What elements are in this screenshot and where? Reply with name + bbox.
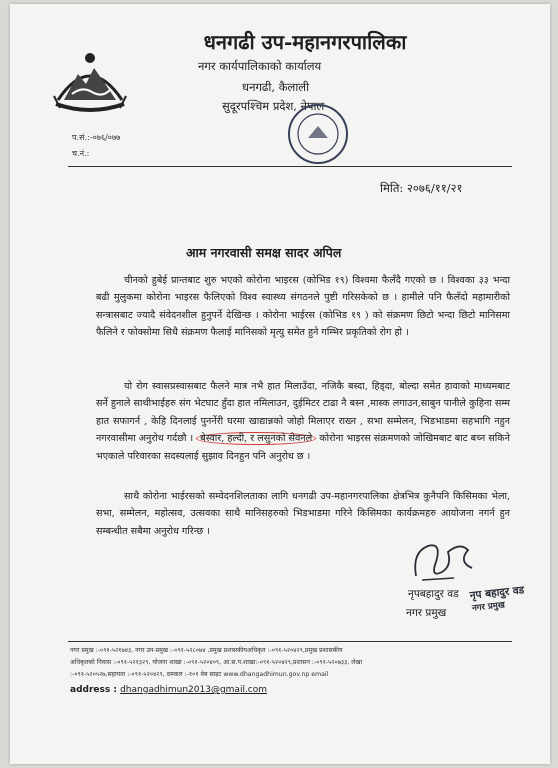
- office-province: सुदूरपश्चिम प्रदेश, नेपाल: [222, 99, 325, 113]
- highlighted-phrase: बेस्वार, हल्दी, र लसुनको सेवनले: [196, 432, 316, 445]
- footer-address: [70, 685, 267, 695]
- paragraph-3-text: साथै कोरोना भाईरसको सम्वेदनशिलताका लागि धनगढी उप-महानगरपालिका क्षेत्रभित्र कुनैपनि किसिमका भेला, सभा, सम्मेलन, महोत्सव, उत्सवका साथै मानिसहरुको भिडभाडमा गरिने किसिमका कार्यक्रमहरु आयोजना नगर्न हुन सम्बन्धीत सबैमा अनुरोध गरिन्छ ।: [96, 491, 510, 537]
- letter-date: मिति: २०७६/११/२१: [380, 181, 463, 195]
- footer-contact-line-1: नगर प्रमुख :-०९१-५२१७४३, नगर उप-प्रमुख :-०९१-५२८०७४ ,प्रमुख प्रशासकीयअधिकृत :-०९१-५२०४२९,प्रमुख प्रशासकीय: [70, 647, 343, 654]
- signatory-title: नगर प्रमुख: [406, 607, 447, 619]
- office-subtitle: नगर कार्यपालिकाको कार्यालय: [198, 59, 322, 73]
- paragraph-1: [96, 272, 510, 342]
- signatory-stamp-name: नृप बहादुर वड: [469, 584, 525, 602]
- paragraph-2-part-a: यो रोग स्वासप्रस्वासबाट फैलने मात्र नभै हात मिलाउँदा, नजिकै बस्दा, हिड्दा, बोल्दा समेत हावाको माध्यमबाट सर्ने हुनाले साथीभाईहरु संग भेटघाट हुँदा हात नमिलाउन, दुईमिटर टाढा नै बस्न ,मास्क लगाउन,साबुन पानीले कुहिना सम्म हात सफागर्न , केहि दिनलाई पुनर्नेरी घरमा खाद्यान्नको जोहो मिलाएर राख्न , सभा सम्मेलन, भिडभाडमा सहभागि नहुन नगरवासीमा अनुरोध गर्दछौ ।: [96, 381, 510, 445]
- signatory-name: नृपबहादुर वड: [408, 588, 459, 600]
- paragraph-2: [96, 378, 510, 465]
- nepal-emblem-logo: [48, 48, 132, 118]
- letter-heading: आम नगरवासी समक्ष सादर अपिल: [186, 245, 342, 260]
- footer-contact-line-3: :-०९१-५२०५२७,सहायता :-०९१-५२०४२९, दमकल :-१०१ वेब साइट www.dhangadhimun.gov.np email: [70, 671, 329, 678]
- address-label: address :: [70, 685, 117, 695]
- paragraph-2-text: [96, 378, 510, 465]
- reference-number: प.सं.:-०७६/०७७: [72, 133, 121, 142]
- letter-page: [10, 4, 550, 764]
- paragraph-1-text: चीनको हुबेई प्रान्तबाट शुरु भएको कोरोना भाइरस (कोभिड १९) विश्वमा फैलँदै गएको छ । विश्वका ३३ भन्दा बढी मुलुकमा कोरोना भाइरस फैलिएको विश्व स्वास्थ्य संगठनले पुष्टी गरिसकेको छ । हामीले पनि फैलँदो महामारीको सन्त्रासबाट ज्यादै संवेदनशील हुनुपर्ने देखिन्छ । कोरोना भाईरस (कोभिड १९ ) को संक्रमण छिटो भन्दा छिटो मानिसमा फैलिने र फोक्सोमा सिधै संक्रमण फैलाई मानिसको मृत्यु समेत हुने गम्भिर प्रकृतिको रोग हो ।: [96, 275, 510, 339]
- office-seal-stamp: [286, 102, 350, 166]
- signatory-stamp-role: नगर प्रमुख: [471, 600, 506, 614]
- office-location: धनगढी, कैलाली: [242, 80, 310, 94]
- footer-contact-line-2: अधिकृतको निवास :-०९१-५२१३२९, योजना शाखा :-०९१-५२०४०९, आ.स.प.शाखा:-०९१-५२०४२९,प्रशासन :-०९१-५२०७३३, लेखा: [70, 659, 363, 666]
- handwritten-signature: [408, 532, 478, 588]
- office-name: धनगढी उप-महानगरपालिका: [203, 30, 407, 54]
- letterhead-divider: [68, 166, 512, 167]
- email-link[interactable]: dhangadhimun2013@gmail.com: [120, 685, 268, 695]
- footer-divider: [68, 641, 512, 642]
- dispatch-number: च.नं.:: [72, 149, 90, 158]
- paragraph-2-part-b: कोरोना भाइरस संक्रमणको जोखिमबाट बाट बच्न सकिने भएकाले परिवारका सदस्यलाई सुझाव दिनहुन पनि अनुरोध छ ।: [96, 433, 510, 462]
